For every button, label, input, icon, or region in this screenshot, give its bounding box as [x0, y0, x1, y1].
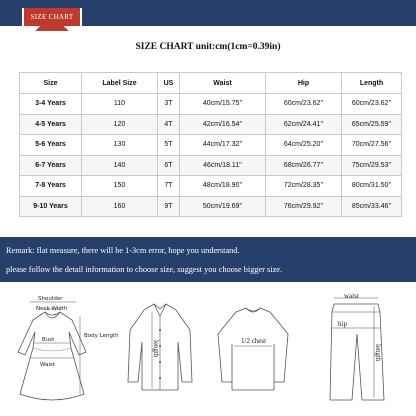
sweater-illustration-icon	[208, 282, 298, 416]
table-cell: 5-6 Years	[20, 135, 82, 156]
column-header: Size	[20, 73, 82, 94]
table-cell: 40cm/15.75''	[180, 94, 266, 115]
pants-waist-label: waist	[344, 292, 359, 300]
remark-line-1: Remark: flat measure, there will be 1-3cm error, hope you understand.	[6, 246, 240, 255]
table-cell: 68cm/26.77''	[266, 155, 342, 176]
column-header: Label Size	[82, 73, 158, 94]
pants-diagram	[314, 282, 414, 416]
table-cell: 160	[82, 196, 158, 217]
table-cell: 64cm/25.20''	[266, 135, 342, 156]
table-row	[20, 176, 402, 197]
table-cell: 48cm/18.90''	[180, 176, 266, 197]
table-header-row	[20, 73, 402, 94]
table-cell: 4T	[158, 114, 180, 135]
measurement-diagrams	[0, 282, 416, 416]
dress-waist-label: Waist	[40, 362, 56, 368]
pants-hip-label: hip	[338, 320, 347, 328]
table-cell: 9-10 Years	[20, 196, 82, 217]
dress-neck-width-label: Neck Width	[36, 306, 68, 312]
shirt-illustration-icon	[120, 282, 200, 416]
header-bar	[0, 0, 416, 26]
table-row	[20, 114, 402, 135]
table-cell: 150	[82, 176, 158, 197]
column-header: Waist	[180, 73, 266, 94]
table-cell: 46cm/18.11''	[180, 155, 266, 176]
table-cell: 3-4 Years	[20, 94, 82, 115]
sweater-chest-label: 1/2 chest	[241, 337, 267, 345]
table-cell: 76cm/29.92''	[266, 196, 342, 217]
table-cell: 6-7 Years	[20, 155, 82, 176]
size-chart-tag	[22, 8, 82, 26]
table-cell: 65cm/25.59''	[342, 114, 402, 135]
size-table	[19, 72, 402, 217]
table-row	[20, 196, 402, 217]
shirt-diagram	[120, 282, 200, 416]
table-cell: 75cm/29.53''	[342, 155, 402, 176]
table-cell: 120	[82, 114, 158, 135]
size-chart-tag-label: SIZE CHART	[30, 13, 74, 21]
page-title: SIZE CHART unit:cm(1cm=0.39in)	[135, 42, 281, 52]
remark-line-2: please follow the detail information to choose size, suggest you choose bigger size.	[6, 265, 283, 274]
table-row	[20, 135, 402, 156]
table-cell: 6T	[158, 155, 180, 176]
table-cell: 60cm/23.62''	[266, 94, 342, 115]
shirt-length-label: length	[152, 340, 160, 358]
table-row	[20, 94, 402, 115]
table-cell: 5T	[158, 135, 180, 156]
table-cell: 62cm/24.41''	[266, 114, 342, 135]
table-cell: 42cm/16.54''	[180, 114, 266, 135]
table-cell: 50cm/19.69''	[180, 196, 266, 217]
sweater-diagram	[208, 282, 298, 416]
column-header: US	[158, 73, 180, 94]
table-cell: 72cm/28.35''	[266, 176, 342, 197]
dress-bust-label: Bust	[42, 337, 55, 343]
table-cell: 44cm/17.32''	[180, 135, 266, 156]
table-row	[20, 155, 402, 176]
pants-length-label: length	[374, 344, 382, 362]
dress-body-length-label: Body Length	[84, 333, 119, 339]
table-cell: 70cm/27.56''	[342, 135, 402, 156]
table-cell: 60cm/23.62''	[342, 94, 402, 115]
dress-illustration-icon	[0, 282, 119, 416]
table-cell: 130	[82, 135, 158, 156]
table-cell: 110	[82, 94, 158, 115]
dress-shoulder-label: Shoulder	[38, 296, 63, 302]
table-cell: 85cm/33.46''	[342, 196, 402, 217]
table-cell: 7T	[158, 176, 180, 197]
remark-bar	[0, 237, 416, 282]
column-header: Hip	[266, 73, 342, 94]
table-cell: 4-5 Years	[20, 114, 82, 135]
column-header: Length	[342, 73, 402, 94]
table-cell: 7-8 Years	[20, 176, 82, 197]
table-cell: 3T	[158, 94, 180, 115]
pants-illustration-icon	[314, 282, 414, 416]
table-cell: 9T	[158, 196, 180, 217]
table-cell: 140	[82, 155, 158, 176]
dress-diagram	[0, 282, 119, 416]
table-cell: 80cm/31.50''	[342, 176, 402, 197]
